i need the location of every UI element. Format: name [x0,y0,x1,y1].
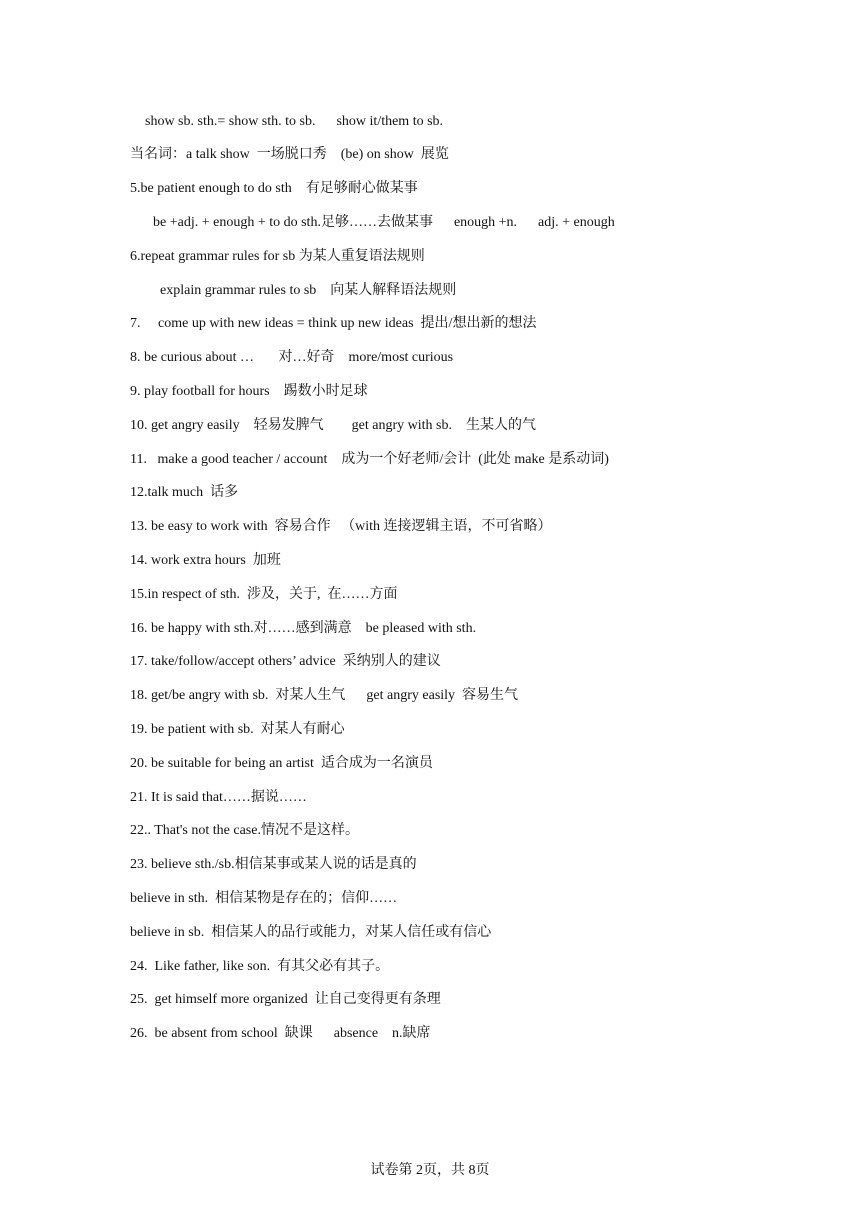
text-line: 23. believe sth./sb.相信某事或某人说的话是真的 [130,857,417,872]
text-line: 14. work extra hours 加班 [130,553,281,568]
text-line: 25. get himself more organized 让自己变得更有条理 [130,992,441,1007]
text-line: 16. be happy with sth.对……感到满意 be pleased with sth. [130,621,477,636]
text-line: explain grammar rules to sb 向某人解释语法规则 [160,283,457,298]
text-line: 8. be curious about … 对…好奇 more/most curious [130,350,454,365]
text-line: 26. be absent from school 缺课 absence n.缺席 [130,1026,431,1041]
text-line: 5.be patient enough to do sth 有足够耐心做某事 [130,181,418,196]
text-line: 当名词：a talk show 一场脱口秀 (be) on show 展览 [130,147,449,162]
text-line: 9. play football for hours 踢数小时足球 [130,384,368,399]
text-line: 17. take/follow/accept others’ advice 采纳别人的建议 [130,654,441,669]
text-line: show sb. sth.= show sth. to sb. show it/them to sb. [145,114,444,129]
text-line: 24. Like father, like son. 有其父必有其子。 [130,959,390,974]
text-line: 12.talk much 话多 [130,485,239,500]
text-line: believe in sth. 相信某物是存在的；信仰…… [130,891,398,906]
text-line: be +adj. + enough + to do sth.足够……去做某事 enough +n. adj. + enough [153,215,615,230]
text-line: 22.. That's not the case.情况不是这样。 [130,823,359,838]
text-line: 7. come up with new ideas = think up new ideas 提出/想出新的想法 [130,316,537,331]
text-line: 13. be easy to work with 容易合作 （with 连接逻辑主语，不可省略） [130,519,552,534]
text-line: 15.in respect of sth. 涉及，关于, 在……方面 [130,587,398,602]
text-line: 20. be suitable for being an artist 适合成为一名演员 [130,756,433,771]
text-line: believe in sb. 相信某人的品行或能力，对某人信任或有信心 [130,925,492,940]
text-line: 10. get angry easily 轻易发脾气 get angry with sb. 生某人的气 [130,418,536,433]
text-line: 19. be patient with sb. 对某人有耐心 [130,722,345,737]
text-line: 18. get/be angry with sb. 对某人生气 get angry easily 容易生气 [130,688,519,703]
text-line: 21. It is said that……据说…… [130,790,307,805]
page-footer: 试卷第 2页，共 8页 [370,1163,490,1178]
text-line: 11. make a good teacher / account 成为一个好老师/会计 (此处 make 是系动词) [130,452,609,467]
text-line: 6.repeat grammar rules for sb 为某人重复语法规则 [130,249,425,264]
